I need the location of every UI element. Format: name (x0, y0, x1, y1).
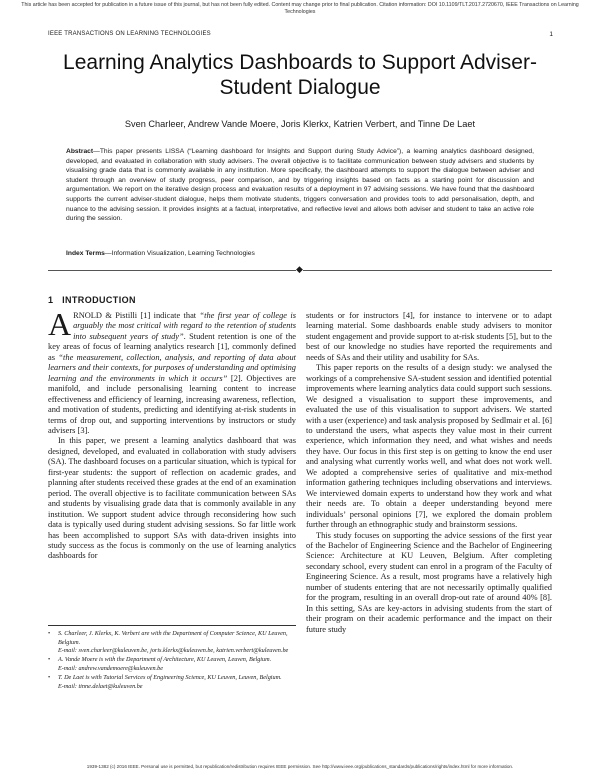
footnote-bullet: • (48, 630, 51, 637)
page-number: 1 (549, 31, 553, 38)
footnote-text: T. De Laet is with Tutorial Services of Engineering Science, KU Leuven, Leuven, Belgium. E-mail: tinne.delaet@kuleuven.be (58, 673, 282, 690)
intro-paragraph-3: students or for instructors [4], for instance to intervene or to adapt learning material. Some dashboards enable study advisers to monitor student engagement and provide support to at-risk students [5], but to the best of our knowledge no studies have reported the requirements and needs of SAs and their utility and usability for SAs. (306, 311, 552, 362)
footnote-affiliation (48, 674, 296, 691)
left-column (48, 306, 296, 562)
divider-diamond-icon: ◆ (296, 264, 303, 274)
section-heading (48, 295, 136, 305)
paper-title: Learning Analytics Dashboards to Support Adviser-Student Dialogue (63, 51, 537, 99)
abstract (66, 147, 534, 224)
definition-quote: “the measurement, collection, analysis, and reporting of data about learners and their contexts, for purposes of understanding and optimising learning and the environments in which it occurs” (48, 352, 296, 383)
footnote-affiliation (48, 630, 296, 656)
index-terms-label: Index Terms (66, 250, 105, 257)
index-terms-text: —Information Visualization, Learning Technologies (104, 250, 255, 257)
right-column (306, 311, 552, 635)
intro-text: . Student retention is one of the key areas of focus of learning analytics research [1], commonly defined as (48, 331, 296, 362)
footnote-bullet: • (48, 656, 51, 664)
footnotes (48, 630, 296, 692)
journal-notice: This article has been accepted for publication in a future issue of this journal, but has not been fully edited. Content may change prior to final publication. Citation information: DOI 10.1109/TLT.2017.2720670, IEEE Transactions on Learning Technologies (21, 2, 579, 15)
intro-text: [2]. Objectives are manifold, and include personalising learning content to increase effectiveness and efficiency of learning, increasing awareness, reflection, and motivation of students, predicting and identifying at-risk students in terms of drop out, and supporting interventions by instructors or study advisers [3]. (48, 373, 296, 435)
footnote-bullet: • (48, 673, 51, 681)
intro-paragraph-1 (48, 306, 296, 436)
intro-text: RNOLD & Pistilli [1] indicate that (73, 311, 200, 320)
abstract-text: —This paper presents LISSA (“Learning dashboard for Insights and Support during Study Advice”), a learning analytics dashboard designed, developed, and evaluated in collaboration with study advisers. The overall objective is to facilitate communication between study advisers and students by visualising grade data that is commonly available in any institution. More specifically, the dashboard attempts to support the dialogue between adviser and student through an overview of study progress, peer comparison, and by triggering insights based on facts as a starting point for discussion and argumentation. We report on the iterative design process and evaluation results of a deployment in 97 advising sessions. We have found that the dashboard supports the current adviser-student dialogue, helps them motivate students, triggers conversation and provides tools to add personalisation, depth, and nuance to the advising session. It provides insights at a factual, interpretative, and reflective level and allows both adviser and student to take an active role during the session. (66, 148, 534, 223)
footnote-text: S. Charleer, J. Klerkx, K. Verbert are with the Department of Computer Science, KU Leuven, Belgium. E-mail: sven.charleer@kuleuven.be, joris.klerkx@kuleuven.be, katrien.verbert@kuleuven.be (58, 630, 289, 655)
author-list: Sven Charleer, Andrew Vande Moere, Joris Klerkx, Katrien Verbert, and Tinne De Laet (124, 119, 476, 129)
footnote-text: A. Vande Moere is with the Department of Architecture, KU Leuven, Leuven, Belgium. E-mail: andrew.vandemoere@kuleuven.be (58, 656, 272, 672)
footnote-rule (48, 625, 296, 626)
running-head: IEEE TRANSACTIONS ON LEARNING TECHNOLOGIES (48, 31, 211, 37)
intro-paragraph-5: This study focuses on supporting the advice sessions of the first year of the Bachelor of Engineering Science and the Bachelor of Engineering Science: Architecture at KU Leuven, Belgium. After completing secondary school, every student can enrol in a program of the Faculty of Engineering Science. As a result, most programs have a relatively high number of students entering that are not necessarily optimally qualified for the program, resulting in an overall drop-out rate of around 40% [8]. In this setting, SAs are key-actors in advising students from the start of their program on their academic performance and the impact on their future study (306, 530, 552, 634)
intro-paragraph-4: This paper reports on the results of a design study: we analysed the workings of a comprehensive SA-student session and identified potential improvements where learning analytics data could support such sessions. We designed a visualisation to support these improvements, and evaluated the use of this visualisation to support advisers. We started with a user (experience) and task analysis proposed by Sedlmair et al. [6] to understand the users, what aspects they value most in their current experience, which information they need, and what wishes and needs they have. Our focus in this first step is on getting to know the end user and analysing what currently works well, and what does not work well. We adopted a comprehensive series of qualitative and mix-method information gathering techniques including observations and interviews. We interviewed domain experts to understand how they work and what their needs are. To obtain a deeper understanding beyond mere individuals’ personal opinions [7], we explored the domain problem further through an ethnographic study and brainstorm sessions. (306, 363, 552, 530)
intro-quote: “the first year of college is arguably the most critical with regard to the retention of students into subsequent years of study” (73, 311, 296, 341)
copyright-notice: 1939-1382 (c) 2016 IEEE. Personal use is permitted, but republication/redistribution requires IEEE permission. See http://www.ieee.org/publications_standards/publications/rights/index.html for more information. (86, 764, 514, 769)
section-title: INTRODUCTION (62, 295, 136, 305)
footnote-affiliation (48, 656, 296, 673)
index-terms (66, 249, 534, 258)
intro-paragraph-2: In this paper, we present a learning analytics dashboard that was designed, developed, and evaluated in collaboration with study advisers (SA). The dashboard focuses on a particular situation, which is typical for first-year students: the support of reflection on academic grades, and planning after students received these grades at the end of an examination period. The overall objective is to facilitate communication between SAs and students by visualising grade data that is commonly available in any institution. We support student advice through reconsidering how such data is typically used during student advising sessions. So far little work has been accomplished to support SAs with data-driven insights into study success as the focus is commonly on the use of learning analytics dashboards for (48, 436, 296, 561)
abstract-label: Abstract (66, 148, 94, 155)
section-number: 1 (48, 295, 54, 305)
dropcap: A (48, 306, 72, 342)
